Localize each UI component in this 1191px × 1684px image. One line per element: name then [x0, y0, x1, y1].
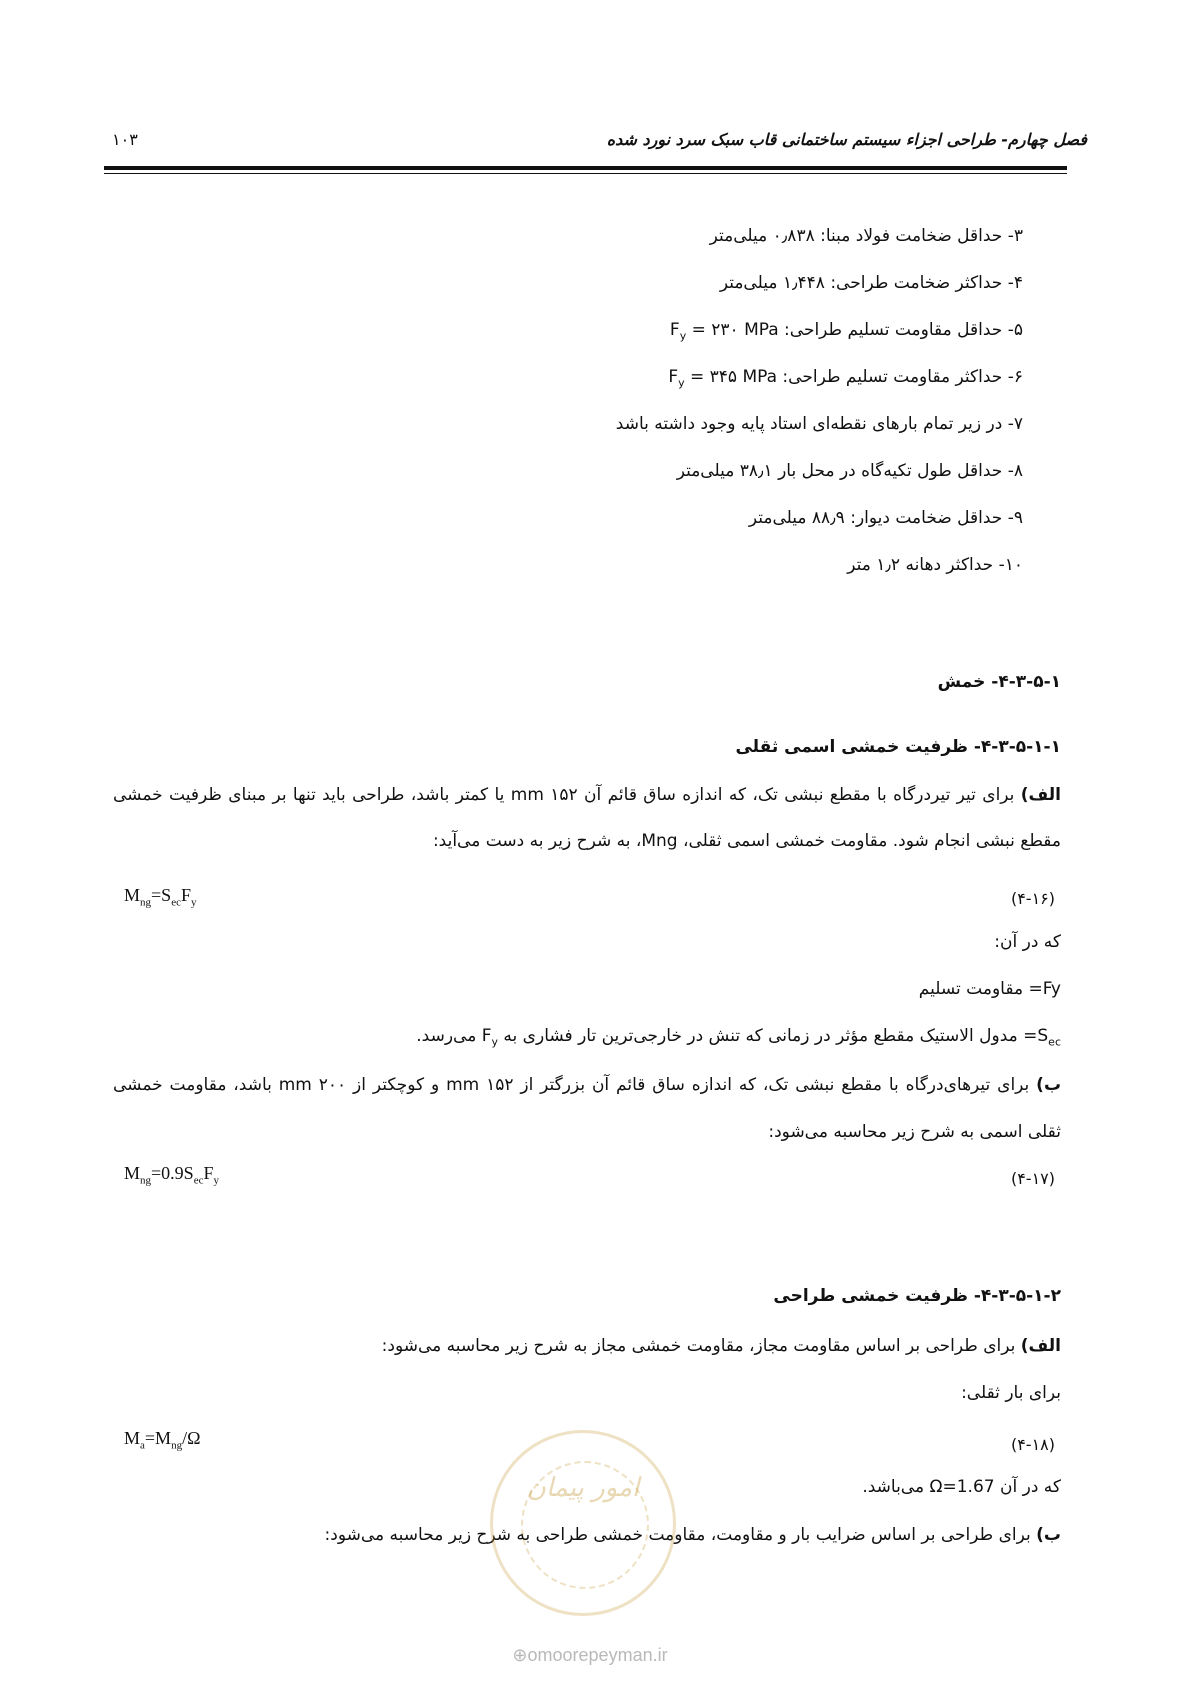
list-item: ۳- حداقل ضخامت فولاد مبنا: ۰٫۸۳۸ میلی‌متر	[709, 226, 1023, 246]
chapter-title: فصل چهارم- طراحی اجزاء سیستم ساختمانی قاب سبک سرد نورد شده	[606, 130, 1087, 149]
header-rule-thick	[104, 166, 1067, 170]
subsection-heading: ۴-۳-۵-۱-۲- ظرفیت خمشی طراحی	[773, 1286, 1061, 1306]
equation-number: (۴-۱۷)	[1010, 1169, 1055, 1188]
page-number: ۱۰۳	[112, 130, 138, 149]
equation-number: (۴-۱۸)	[1010, 1435, 1055, 1454]
section-heading: ۴-۳-۵-۱- خمش	[937, 672, 1061, 692]
watermark-url	[490, 1645, 690, 1666]
item-label: الف)	[1020, 1336, 1061, 1356]
equation-18: $M_a=M_{ng}/\Omega$	[124, 1428, 201, 1452]
omega-text: که در آن Ω=1.67 می‌باشد.	[862, 1477, 1061, 1497]
equation-17: $M_{ng}=0.9S_{ec}F_y$	[124, 1163, 219, 1187]
list-item: ۱۰- حداکثر دهانه ۱٫۲ متر	[847, 555, 1023, 575]
globe-icon: ⊕	[512, 1645, 528, 1665]
gravity-load-text: برای بار ثقلی:	[961, 1383, 1061, 1403]
watermark-logo-text: امور پیمان	[526, 1473, 640, 1503]
paragraph-be	[325, 1525, 1061, 1545]
equation-number: (۴-۱۶)	[1010, 889, 1055, 908]
definition-sec: $S_{ec}=$ مدول الاستیک مقطع مؤثر در زمانی که تنش در خارجی‌ترین تار فشاری به $F_y$ می‌رسد.	[416, 1026, 1061, 1049]
paragraph-text: برای طراحی بر اساس ضرایب بار و مقاومت، مقاومت خمشی طراحی به شرح زیر محاسبه می‌شود:	[324, 1525, 1037, 1545]
subsection-heading: ۴-۳-۵-۱-۱- ظرفیت خمشی اسمی ثقلی	[735, 737, 1061, 757]
page-header	[104, 130, 1087, 170]
item-label: الف)	[1020, 785, 1062, 805]
paragraph-text: برای تیرهای‌درگاه با مقطع نبشی تک، که اندازه ساق قائم آن بزرگتر از ۱۵۲ mm و کوچکتر از ۲۰۰ mm باشد، مقاومت خمشی ثقلی اسمی به شرح زیر محاسبه می‌شود:	[113, 1075, 1061, 1142]
where-text: که در آن:	[994, 932, 1061, 952]
list-item: ۹- حداقل ضخامت دیوار: ۸۸٫۹ میلی‌متر	[748, 508, 1023, 528]
header-rule-thin	[104, 173, 1067, 174]
paragraph-text: برای طراحی بر اساس مقاومت مجاز، مقاومت خمشی مجاز به شرح زیر محاسبه می‌شود:	[381, 1336, 1021, 1356]
list-item: ۴- حداکثر ضخامت طراحی: ۱٫۴۴۸ میلی‌متر	[719, 273, 1023, 293]
list-item: ۷- در زیر تمام بارهای نقطه‌ای استاد پایه وجود داشته باشد	[615, 414, 1023, 434]
item-label: ب)	[1036, 1525, 1061, 1545]
paragraph-be	[113, 1062, 1061, 1156]
equation-16: $M_{ng}=S_{ec}F_y$	[124, 885, 197, 909]
list-item: ۸- حداقل طول تکیه‌گاه در محل بار ۳۸٫۱ میلی‌متر	[676, 461, 1023, 481]
paragraph-alef	[382, 1336, 1061, 1356]
watermark-url-text: omoorepeyman.ir	[527, 1645, 668, 1665]
watermark-seal	[490, 1430, 676, 1616]
item-label: ب)	[1036, 1075, 1062, 1095]
definition-fy: Fy= مقاومت تسلیم	[918, 979, 1061, 999]
paragraph-text: برای تیر تیردرگاه با مقطع نبشی تک، که اندازه ساق قائم آن ۱۵۲ mm یا کمتر باشد، طراحی باید تنها بر مبنای ظرفیت خمشی مقطع نبشی انجام شود. مقاومت خمشی اسمی ثقلی، Mng، به شرح زیر به دست می‌آید:	[113, 785, 1061, 851]
paragraph-alef	[113, 772, 1061, 864]
list-item: ۶- حداکثر مقاومت تسلیم طراحی: $F_y$ = ۳۴۵ MPa	[668, 367, 1023, 390]
list-item: ۵- حداقل مقاومت تسلیم طراحی: $F_y$ = ۲۳۰ MPa	[669, 320, 1023, 343]
